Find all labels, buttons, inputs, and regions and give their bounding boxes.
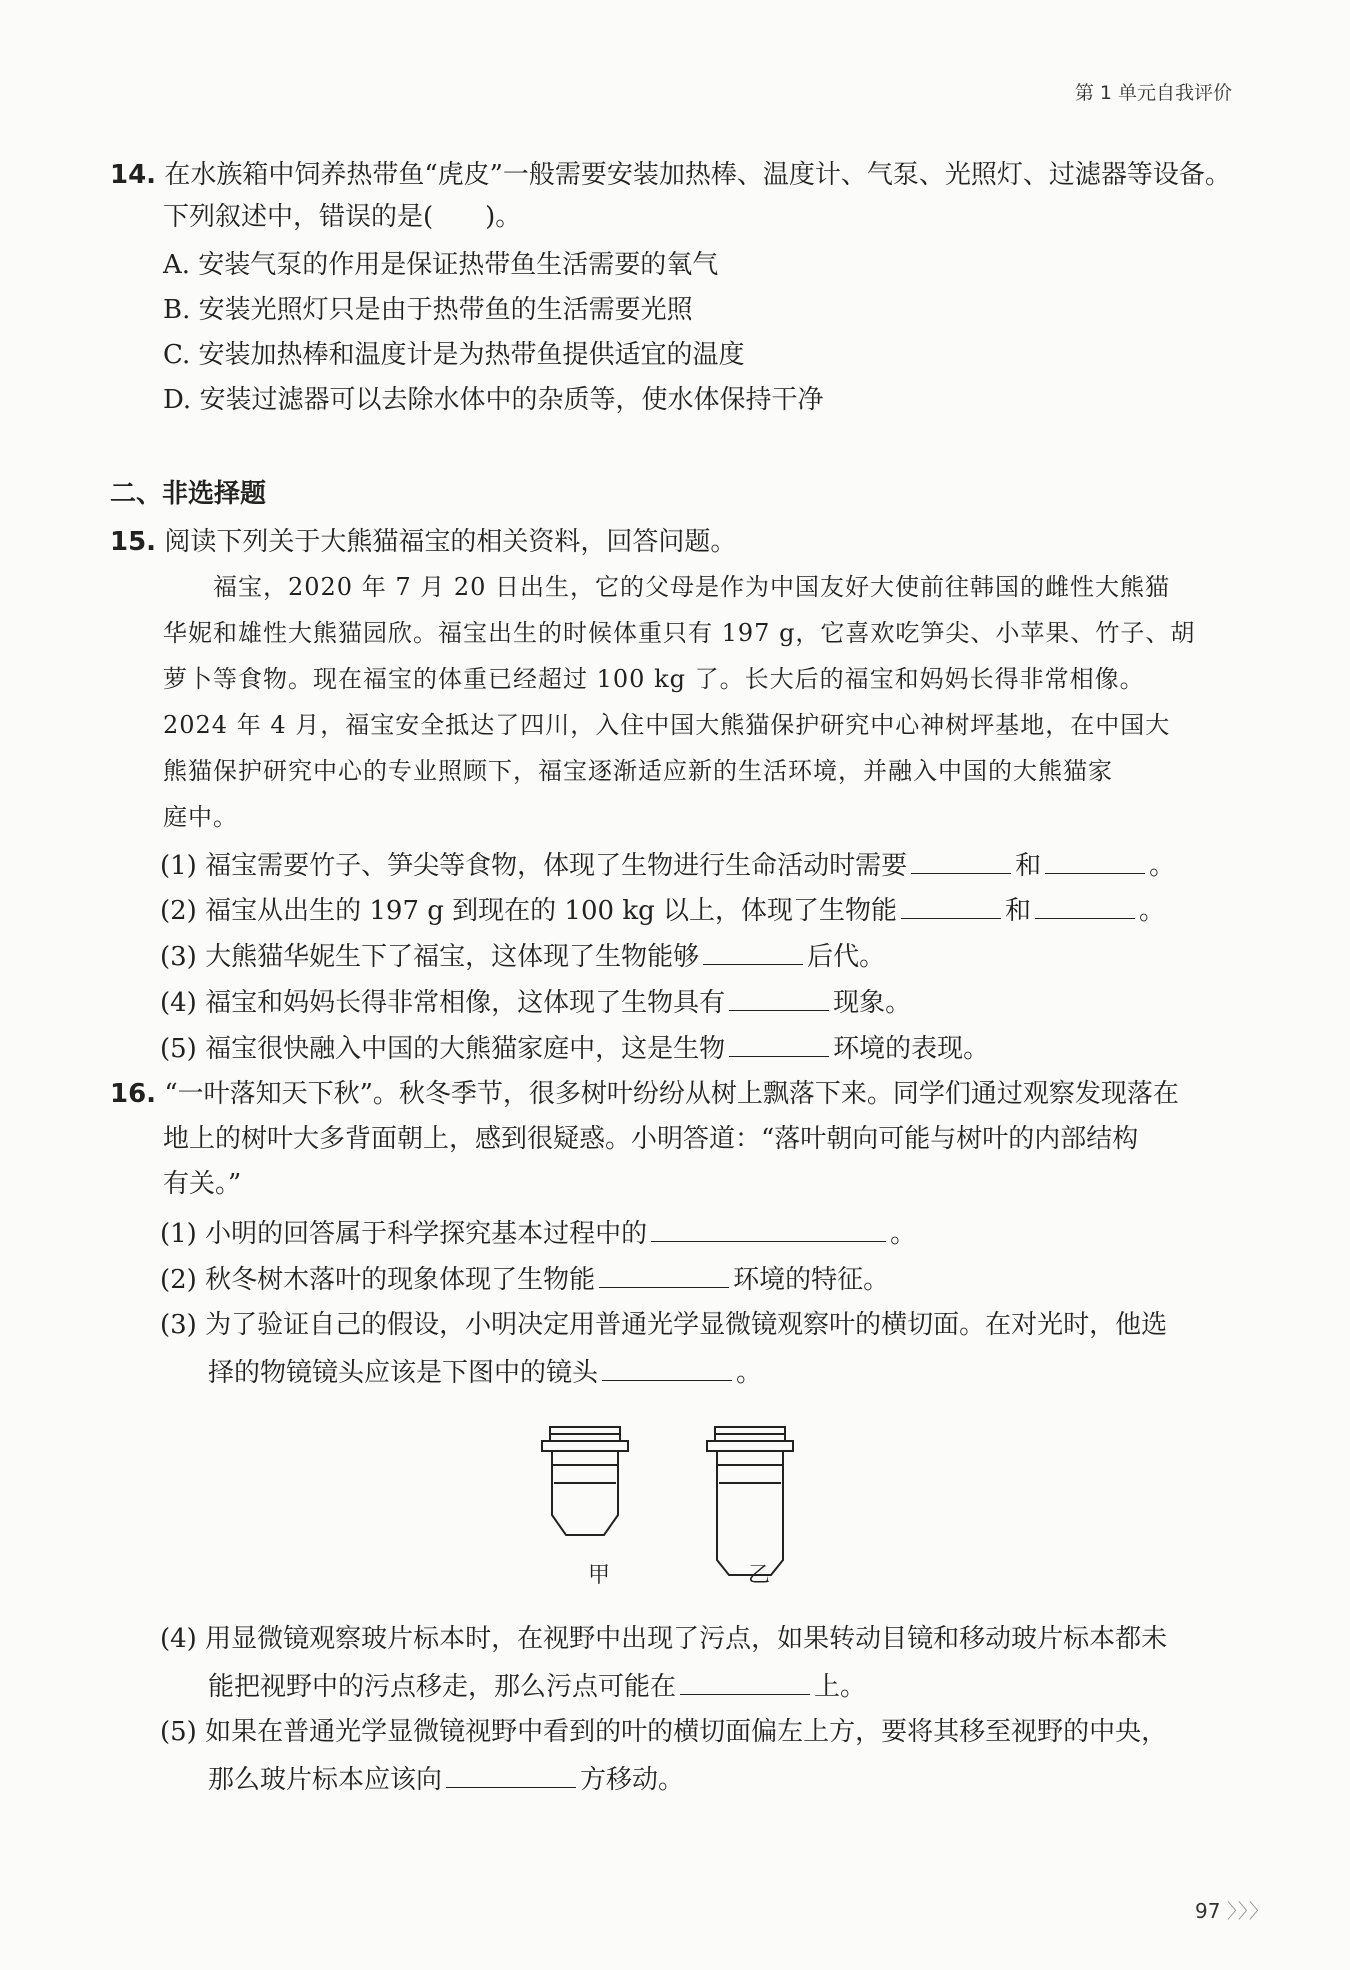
q14-number: 14. [110, 160, 157, 190]
q16-sub2-text: (2) 秋冬树木落叶的现象体现了生物能 [160, 1265, 596, 1295]
q15-passage-line3: 萝卜等食物。现在福宝的体重已经超过 100 kg 了。长大后的福宝和妈妈长得非常相像。 [163, 665, 1145, 693]
q16-number: 16. [110, 1079, 157, 1109]
answer-blank[interactable] [1045, 847, 1145, 874]
answer-blank[interactable] [703, 938, 803, 965]
q15-sub1-and: 和 [1015, 851, 1042, 881]
q15-stem: 阅读下列关于大熊猫福宝的相关资料，回答问题。 [164, 527, 737, 557]
q15-sub5 [160, 1030, 989, 1066]
page-footer [1195, 1895, 1270, 1924]
q16-sub3-text: 择的物镜镜头应该是下图中的镜头 [208, 1358, 599, 1388]
q15-sub3-end: 后代。 [807, 942, 886, 972]
answer-blank[interactable] [602, 1354, 732, 1381]
q16-sub1-text: (1) 小明的回答属于科学探究基本过程中的 [160, 1219, 648, 1249]
q16-sub5-end: 方移动。 [580, 1765, 685, 1795]
answer-blank[interactable] [729, 1030, 829, 1057]
answer-blank[interactable] [446, 1761, 576, 1788]
q15-sub5-end: 环境的表现。 [833, 1034, 990, 1064]
q14-stem2: 下列叙述中，错误的是( )。 [163, 202, 522, 232]
answer-blank[interactable] [901, 892, 1001, 919]
q16-sub4-end: 上。 [814, 1672, 867, 1702]
q15-sub4-text: (4) 福宝和妈妈长得非常相像，这体现了生物具有 [160, 988, 726, 1018]
answer-blank[interactable] [651, 1215, 886, 1242]
q16-sub5-line1: (5) 如果在普通光学显微镜视野中看到的叶的横切面偏左上方，要将其移至视野的中央， [160, 1717, 1168, 1747]
q15-sub2-text: (2) 福宝从出生的 197 g 到现在的 100 kg 以上，体现了生物能 [160, 896, 897, 926]
q15-sub2-end: 。 [1139, 896, 1166, 926]
q16-stem3: 有关。” [163, 1169, 242, 1199]
q16-sub5-line2 [208, 1761, 684, 1797]
q16-stem1: “一叶落知天下秋”。秋冬季节，很多树叶纷纷从树上飘落下来。同学们通过观察发现落在 [164, 1079, 1179, 1109]
section-title: 二、非选择题 [110, 479, 267, 509]
q15-number: 15. [110, 527, 157, 557]
unit-header: 第 1 单元自我评价 [1074, 82, 1232, 104]
q14-option-c: C. 安装加热棒和温度计是为热带鱼提供适宜的温度 [163, 340, 745, 370]
q15-passage-line1: 福宝，2020 年 7 月 20 日出生，它的父母是作为中国友好大使前往韩国的雌性大熊猫 [213, 573, 1171, 601]
q14-stem-line1 [110, 158, 1231, 192]
answer-blank[interactable] [1035, 892, 1135, 919]
q16-sub4-text: 能把视野中的污点移走，那么污点可能在 [208, 1672, 677, 1702]
q15-sub2-and: 和 [1004, 896, 1031, 926]
q15-sub3 [160, 938, 885, 974]
q16-sub1 [160, 1215, 916, 1251]
q16-stem-line1 [110, 1077, 1179, 1111]
q15-sub3-text: (3) 大熊猫华妮生下了福宝，这体现了生物能够 [160, 942, 700, 972]
answer-blank[interactable] [729, 984, 829, 1011]
q15-sub5-text: (5) 福宝很快融入中国的大熊猫家庭中，这是生物 [160, 1034, 726, 1064]
chevron-right-icon: 〉〉〉 [1226, 1899, 1270, 1923]
q16-sub3-end: 。 [736, 1358, 763, 1388]
q15-sub1-end: 。 [1149, 851, 1176, 881]
q15-sub4-end: 现象。 [833, 988, 912, 1018]
q16-sub2 [160, 1261, 889, 1297]
figure-label-jia: 甲 [588, 1563, 611, 1588]
page-number: 97 [1195, 1899, 1221, 1923]
q15-sub1-text: (1) 福宝需要竹子、笋尖等食物，体现了生物进行生命活动时需要 [160, 851, 908, 881]
q15-sub4 [160, 984, 911, 1020]
q14-option-a: A. 安装气泵的作用是保证热带鱼生活需要的氧气 [163, 250, 719, 280]
q14-option-d: D. 安装过滤器可以去除水体中的杂质等，使水体保持干净 [163, 385, 824, 415]
q16-sub3-line2 [208, 1354, 762, 1390]
q16-sub3-line1: (3) 为了验证自己的假设，小明决定用普通光学显微镜观察叶的横切面。在对光时，他选 [160, 1310, 1168, 1340]
answer-blank[interactable] [911, 847, 1011, 874]
objective-lens-figure [540, 1425, 820, 1595]
answer-blank[interactable] [680, 1668, 810, 1695]
q16-stem2: 地上的树叶大多背面朝上，感到很疑惑。小明答道：“落叶朝向可能与树叶的内部结构 [163, 1124, 1139, 1154]
q15-sub1 [160, 847, 1175, 883]
q16-sub4-line1: (4) 用显微镜观察玻片标本时，在视野中出现了污点，如果转动目镜和移动玻片标本都未 [160, 1624, 1168, 1654]
q15-stem-line [110, 525, 736, 559]
q16-sub1-end: 。 [890, 1219, 917, 1249]
lens-yi-icon [707, 1427, 793, 1575]
lens-jia-icon [542, 1427, 628, 1535]
q14-stem1: 在水族箱中饲养热带鱼“虎皮”一般需要安装加热棒、温度计、气泵、光照灯、过滤器等设备。 [164, 160, 1231, 190]
answer-blank[interactable] [599, 1261, 729, 1288]
q16-sub2-end: 环境的特征。 [733, 1265, 890, 1295]
q15-passage-line4: 2024 年 4 月，福宝安全抵达了四川，入住中国大熊猫保护研究中心神树坪基地，在中国大 [163, 711, 1171, 739]
figure-label-yi: 乙 [748, 1563, 771, 1588]
q14-option-b: B. 安装光照灯只是由于热带鱼的生活需要光照 [163, 295, 693, 325]
q15-passage-line2: 华妮和雄性大熊猫园欣。福宝出生的时候体重只有 197 g，它喜欢吃笋尖、小苹果、竹子、胡 [163, 619, 1196, 647]
q16-sub5-text: 那么玻片标本应该向 [208, 1765, 443, 1795]
q15-passage-line6: 庭中。 [163, 803, 238, 831]
q15-passage-line5: 熊猫保护研究中心的专业照顾下，福宝逐渐适应新的生活环境，并融入中国的大熊猫家 [163, 757, 1113, 785]
q16-sub4-line2 [208, 1668, 866, 1704]
q15-sub2 [160, 892, 1165, 928]
